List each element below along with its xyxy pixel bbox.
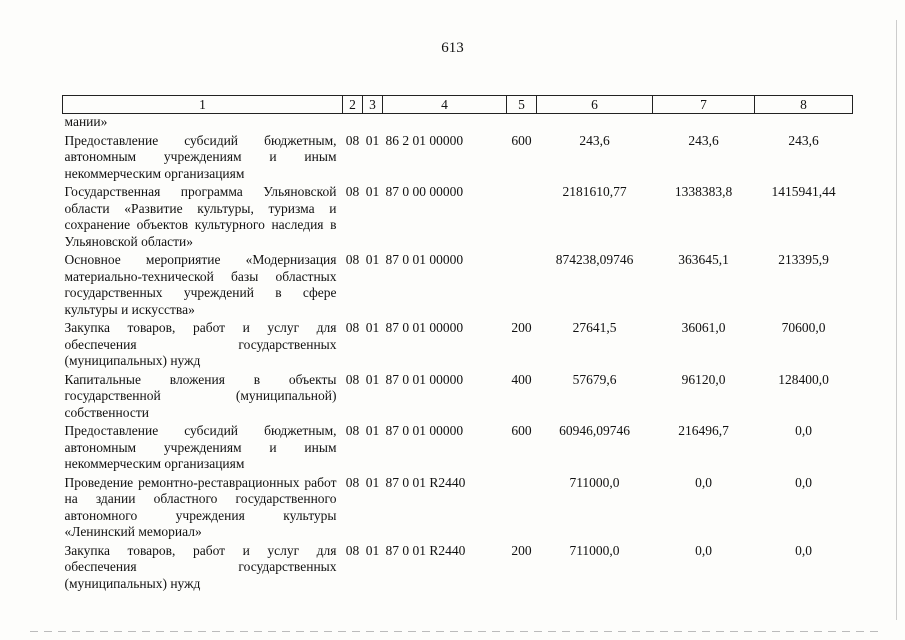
row-section: 08 (345, 474, 360, 490)
row-name: Предоставление субсидий бюджетным, автономным учреждениям и иным некоммерческим организациям (64, 132, 337, 181)
row-amount-year1: 874238,09746 (555, 252, 634, 267)
row-amount-year2: 96120,0 (681, 371, 726, 387)
col-header-3: 3 (363, 96, 383, 114)
row-amount-year3: 0,0 (795, 542, 812, 558)
row-subsection: 01 (365, 423, 380, 438)
row-amount-year2: 36061,0 (681, 320, 726, 335)
row-name: Проведение ремонтно-реставрационных работ на здании областного государственного автономного учреждения культуры «Ленинский мемориал» (64, 474, 337, 539)
row-section: 08 (345, 542, 360, 558)
row-amount-year3: 70600,0 (781, 320, 826, 335)
row-name: Закупка товаров, работ и услуг для обеспечения государственных (муниципальных) нужд (64, 320, 337, 368)
table-row (63, 320, 853, 372)
header-row (63, 96, 853, 114)
row-name: Государственная программа Ульяновской области «Развитие культуры, туризма и сохранение объектов культурного наследия в Ульяновской области» (64, 184, 337, 249)
row-name: Капитальные вложения в объекты государственной (муниципальной) собственности (64, 371, 337, 420)
row-amount-year2: 216496,7 (678, 423, 729, 438)
row-section: 08 (345, 252, 360, 267)
row-section: 08 (345, 184, 360, 199)
row-subsection: 01 (365, 474, 380, 490)
budget-table (62, 95, 853, 594)
row-target-article: 87 0 01 00000 (385, 371, 464, 387)
row-amount-year1: 60946,09746 (559, 423, 630, 438)
row-section: 08 (345, 423, 360, 438)
row-amount-year3: 0,0 (795, 423, 812, 438)
col-header-2: 2 (343, 96, 363, 114)
row-expense-type: 600 (511, 423, 532, 438)
row-subsection: 01 (365, 320, 380, 335)
row-section: 08 (345, 320, 360, 335)
continuation-row (63, 114, 853, 133)
col-header-1: 1 (63, 96, 343, 114)
row-name: Закупка товаров, работ и услуг для обеспечения государственных (муниципальных) нужд (64, 542, 337, 591)
row-target-article: 87 0 01 R2440 (385, 474, 466, 490)
row-name: Основное мероприятие «Модернизация материально-технической базы областных государственных учреждений в сфере культуры и искусства» (64, 252, 337, 317)
row-expense-type (507, 252, 537, 320)
row-expense-type: 200 (511, 320, 532, 335)
row-amount-year2: 243,6 (688, 132, 719, 148)
row-target-article: 87 0 01 00000 (385, 423, 464, 438)
row-amount-year3: 0,0 (795, 474, 812, 490)
table-row (63, 543, 853, 595)
row-amount-year2: 0,0 (695, 542, 712, 558)
row-subsection: 01 (365, 252, 380, 267)
row-section: 08 (345, 132, 360, 148)
row-subsection: 01 (365, 132, 380, 148)
row-expense-type: 600 (511, 132, 532, 148)
row-target-article: 86 2 01 00000 (385, 132, 464, 148)
row-name: Предоставление субсидий бюджетным, автономным учреждениям и иным некоммерческим организациям (64, 423, 337, 471)
table-row (63, 423, 853, 475)
row-amount-year1: 711000,0 (569, 474, 620, 490)
col-header-5: 5 (507, 96, 537, 114)
row-target-article: 87 0 01 00000 (385, 252, 464, 267)
row-subsection: 01 (365, 184, 380, 199)
row-expense-type (507, 475, 537, 543)
table-row (63, 475, 853, 543)
table-row (63, 133, 853, 185)
row-expense-type (507, 184, 537, 252)
scan-edge-right (896, 20, 897, 620)
row-amount-year1: 2181610,77 (562, 184, 627, 199)
col-header-8: 8 (755, 96, 853, 114)
row-target-article: 87 0 00 00000 (385, 184, 464, 199)
col-header-6: 6 (537, 96, 653, 114)
row-section: 08 (345, 371, 360, 387)
col-header-7: 7 (653, 96, 755, 114)
row-target-article: 87 0 01 00000 (385, 320, 464, 335)
row-subsection: 01 (365, 371, 380, 387)
row-subsection: 01 (365, 542, 380, 558)
row-amount-year3: 213395,9 (778, 252, 829, 267)
row-target-article: 87 0 01 R2440 (385, 542, 466, 558)
row-expense-type: 200 (511, 542, 532, 558)
table-row (63, 252, 853, 320)
col-header-4: 4 (383, 96, 507, 114)
table-row (63, 184, 853, 252)
row-amount-year3: 243,6 (788, 132, 819, 148)
row-amount-year2: 1338383,8 (674, 184, 733, 199)
row-amount-year3: 128400,0 (778, 371, 829, 387)
row-amount-year1: 27641,5 (572, 320, 617, 335)
row-amount-year2: 0,0 (695, 474, 712, 490)
row-amount-year2: 363645,1 (678, 252, 729, 267)
row-amount-year3: 1415941,44 (771, 184, 836, 199)
row-amount-year1: 711000,0 (569, 542, 620, 558)
continuation-text: мании» (64, 114, 108, 129)
scan-edge-bottom (30, 631, 880, 632)
row-amount-year1: 57679,6 (572, 371, 617, 387)
row-expense-type: 400 (511, 371, 532, 387)
table-row (63, 372, 853, 424)
page-number: 613 (441, 40, 464, 56)
row-amount-year1: 243,6 (579, 132, 610, 148)
